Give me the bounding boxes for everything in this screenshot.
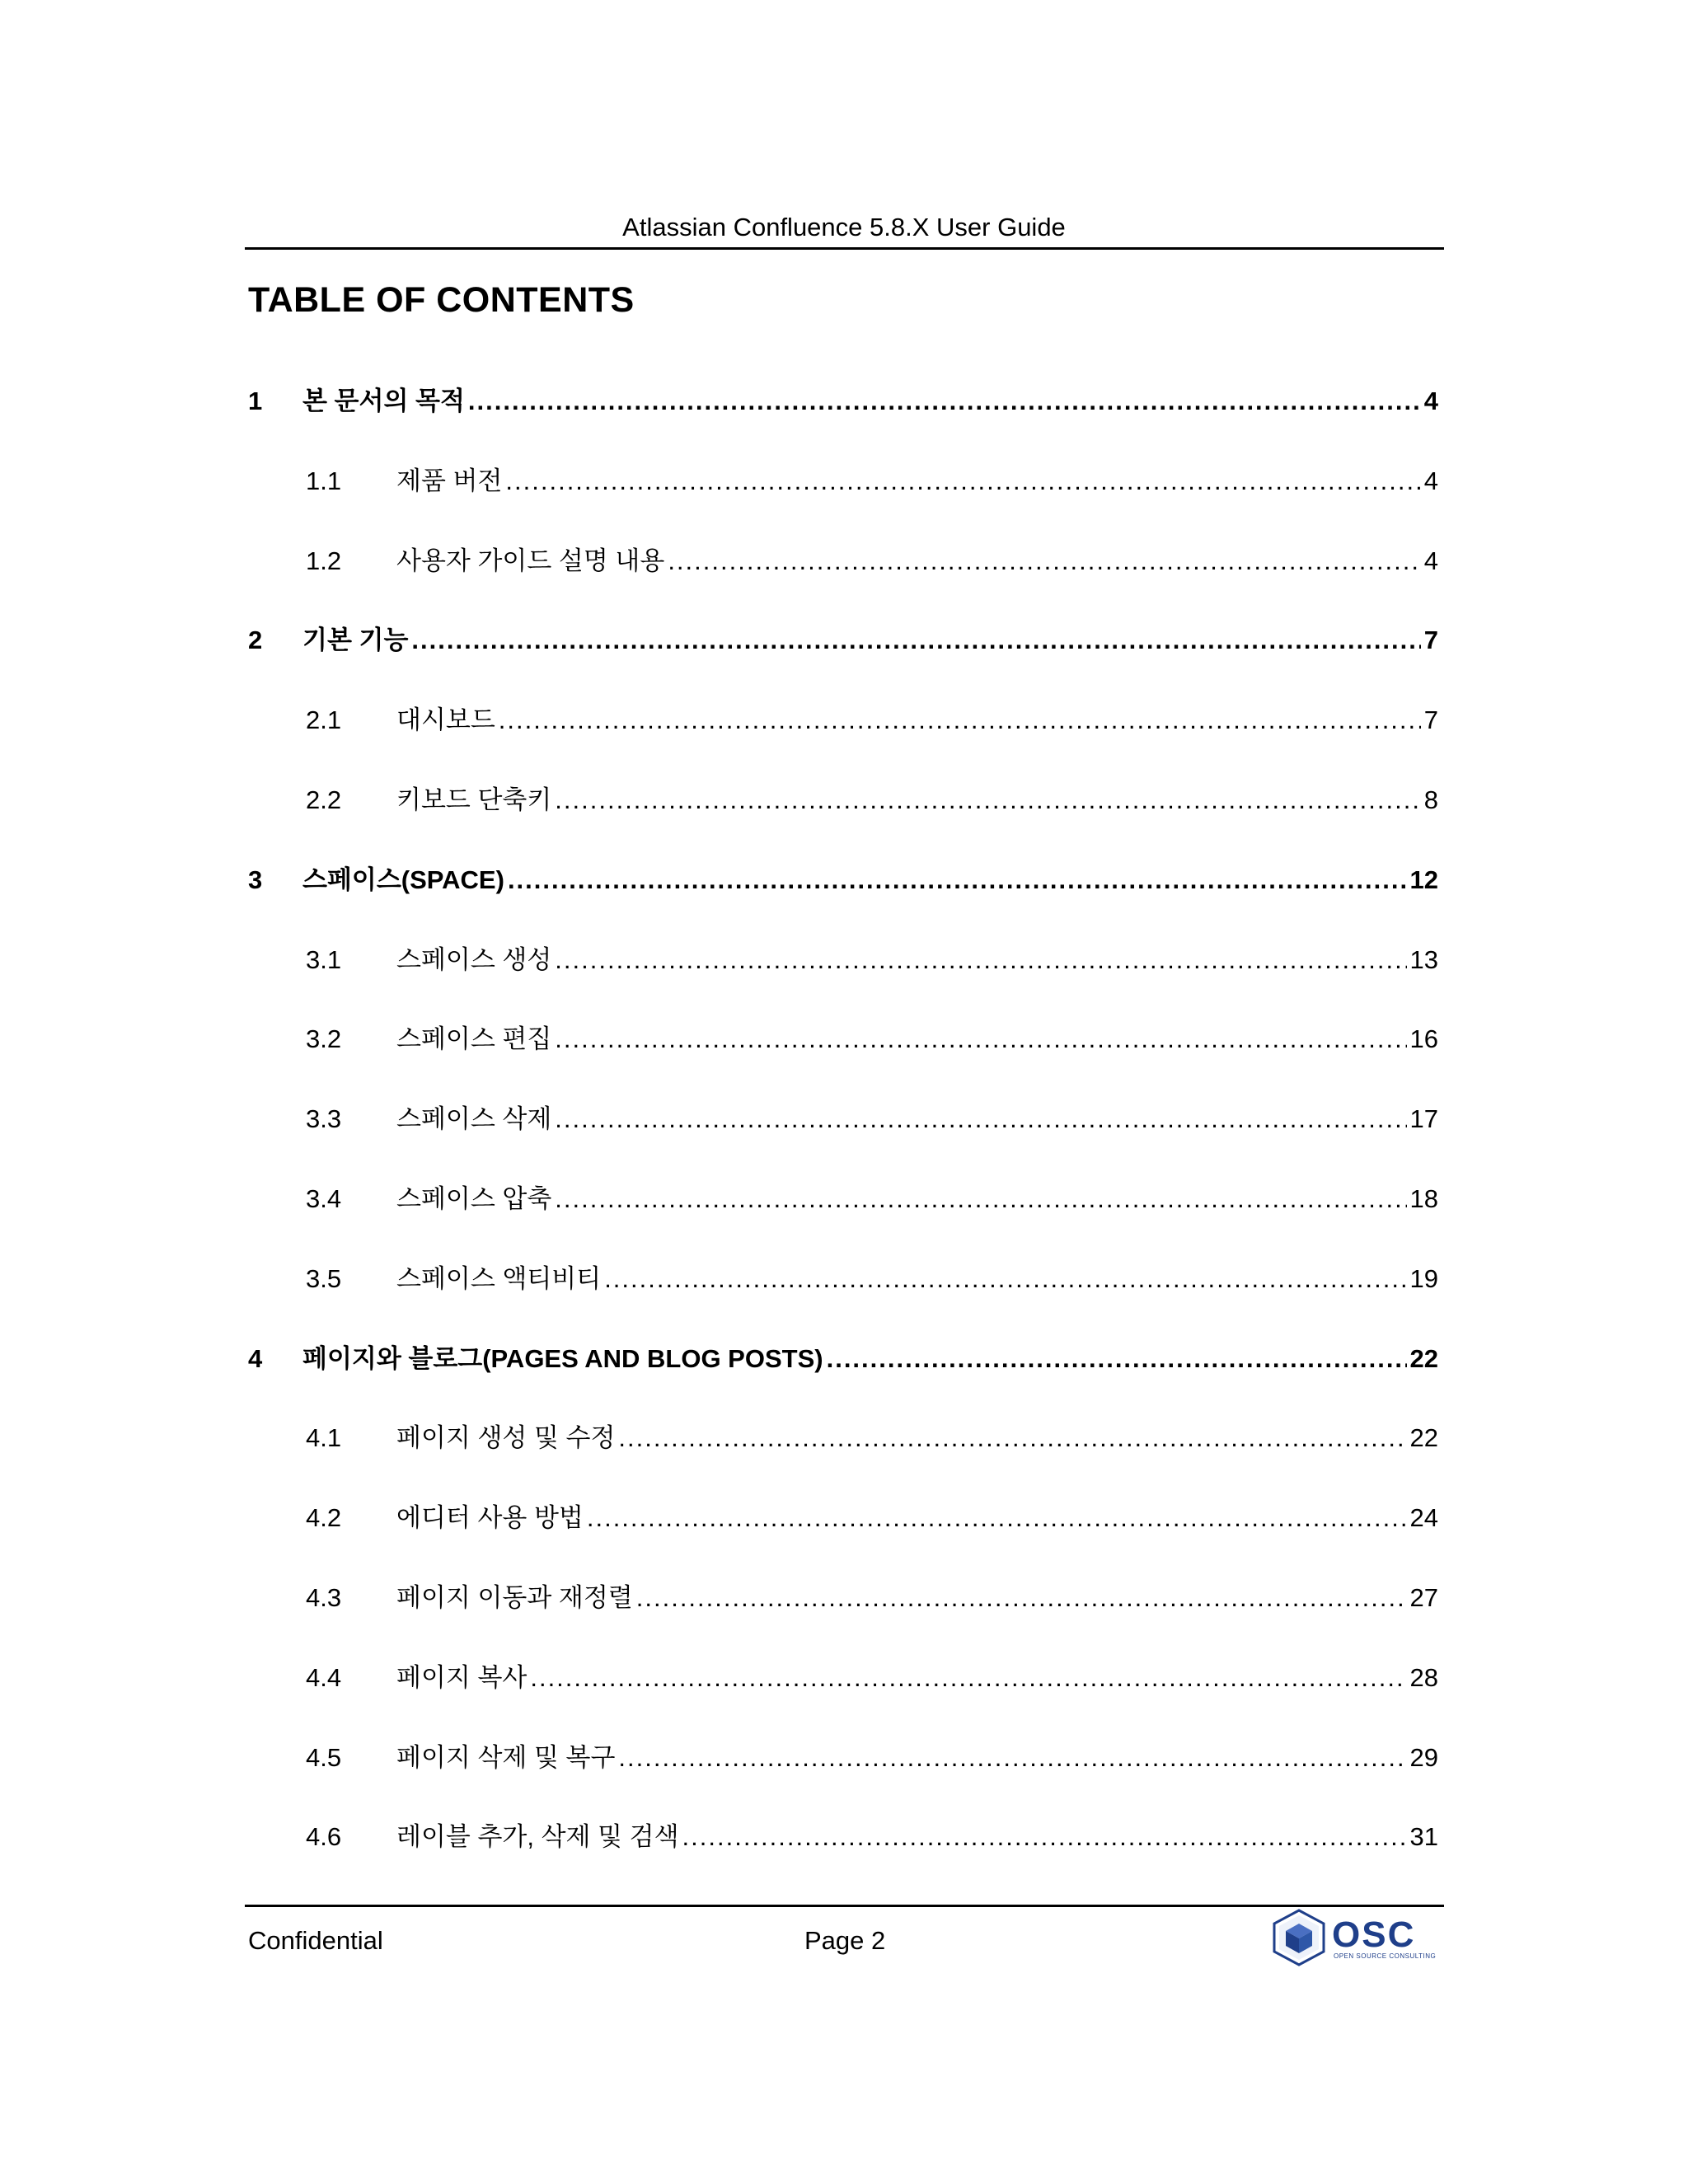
- toc-entry[interactable]: [248, 1099, 1438, 1139]
- toc-dot-leader: [555, 1099, 1406, 1139]
- toc-entry[interactable]: [248, 1418, 1438, 1458]
- toc-entry-number: 1.1: [306, 466, 342, 495]
- toc-entry-title[interactable]: 사용자 가이드 설명 내용: [396, 546, 665, 575]
- toc-entry[interactable]: [248, 1578, 1438, 1618]
- toc-entry-title[interactable]: 스페이스 압축: [396, 1184, 552, 1213]
- toc-heading: TABLE OF CONTENTS: [248, 280, 635, 320]
- toc-entry-page[interactable]: 24: [1409, 1503, 1438, 1532]
- toc-entry-title[interactable]: 페이지 복사: [396, 1663, 528, 1692]
- toc-entry-number: 3: [248, 865, 263, 894]
- toc-entry-page[interactable]: 29: [1409, 1743, 1438, 1772]
- footer-confidential: Confidential: [248, 1926, 383, 1955]
- toc-dot-leader: [604, 1259, 1406, 1299]
- toc-entry-number: 3.1: [306, 945, 342, 974]
- toc-entry-page[interactable]: 13: [1409, 945, 1438, 974]
- toc-dot-leader: [555, 780, 1420, 820]
- toc-entry[interactable]: [248, 1179, 1438, 1219]
- toc-entry[interactable]: [248, 382, 1438, 421]
- toc-entry-page[interactable]: 12: [1409, 865, 1438, 894]
- toc-dot-leader: [636, 1578, 1407, 1618]
- toc-entry-number: 4.3: [306, 1583, 342, 1612]
- toc-entry-page[interactable]: 17: [1409, 1104, 1438, 1133]
- toc-dot-leader: [668, 541, 1420, 581]
- toc-entry-page[interactable]: 31: [1409, 1822, 1438, 1851]
- toc-entry[interactable]: [248, 1019, 1438, 1059]
- toc-entry-number: 2: [248, 626, 263, 654]
- toc-entry-number: 2.2: [306, 785, 342, 814]
- footer-page-number: Page 2: [804, 1926, 886, 1955]
- toc-entry-number: 3.5: [306, 1264, 342, 1293]
- toc-entry[interactable]: [248, 1259, 1438, 1299]
- toc-entry-title[interactable]: 스페이스 액티비티: [396, 1264, 602, 1293]
- toc-entry-number: 3.4: [306, 1184, 342, 1213]
- toc-entry-title[interactable]: 페이지 이동과 재정렬: [396, 1583, 633, 1612]
- toc-entry-title[interactable]: 에디터 사용 방법: [396, 1503, 584, 1532]
- toc-entry-number: 4.1: [306, 1423, 342, 1452]
- toc-entry-number: 3.2: [306, 1024, 342, 1053]
- toc-dot-leader: [555, 1179, 1406, 1219]
- toc-entry-page[interactable]: 28: [1409, 1663, 1438, 1692]
- toc-entry[interactable]: [248, 541, 1438, 581]
- toc-entry-page[interactable]: 8: [1423, 785, 1438, 814]
- toc-entry[interactable]: [248, 940, 1438, 980]
- toc-entry[interactable]: [248, 1339, 1438, 1379]
- toc-dot-leader: [587, 1498, 1407, 1538]
- toc-entry-page[interactable]: 19: [1409, 1264, 1438, 1293]
- toc-dot-leader: [530, 1658, 1406, 1698]
- toc-entry-page[interactable]: 4: [1423, 387, 1438, 415]
- header-rule: [245, 247, 1444, 250]
- toc-dot-leader: [508, 860, 1407, 900]
- toc-entry-page[interactable]: 7: [1423, 626, 1438, 654]
- toc-entry-page[interactable]: 27: [1409, 1583, 1438, 1612]
- toc-entry[interactable]: [248, 462, 1438, 501]
- toc-entry[interactable]: [248, 1738, 1438, 1778]
- osc-logo-hexagon-icon: [1274, 1910, 1324, 1965]
- toc-entry-title[interactable]: 스페이스 생성: [396, 945, 552, 974]
- toc-entry-title[interactable]: 페이지와 블로그(PAGES AND BLOG POSTS): [302, 1344, 823, 1373]
- toc-entry[interactable]: [248, 701, 1438, 740]
- toc-entry-title[interactable]: 본 문서의 목적: [302, 387, 465, 415]
- toc-dot-leader: [618, 1738, 1406, 1778]
- toc-entry-number: 4.4: [306, 1663, 342, 1692]
- toc-entry-title[interactable]: 페이지 생성 및 수정: [396, 1423, 616, 1452]
- toc-entry-page[interactable]: 16: [1409, 1024, 1438, 1053]
- toc-entry-number: 3.3: [306, 1104, 342, 1133]
- toc-dot-leader: [499, 701, 1421, 740]
- toc-entry-number: 4: [248, 1344, 263, 1373]
- toc-entry[interactable]: [248, 1817, 1438, 1857]
- osc-logo-subtext: OPEN SOURCE CONSULTING: [1334, 1952, 1437, 1960]
- toc-entry-number: 4.6: [306, 1822, 342, 1851]
- toc-entry-page[interactable]: 4: [1423, 546, 1438, 575]
- osc-logo-wordmark: OSC: [1332, 1915, 1416, 1955]
- toc-dot-leader: [411, 621, 1420, 660]
- toc-entry-number: 2.1: [306, 705, 342, 734]
- toc-entry-page[interactable]: 22: [1409, 1344, 1438, 1373]
- toc-dot-leader: [827, 1339, 1407, 1379]
- toc-entry-title[interactable]: 레이블 추가, 삭제 및 검색: [396, 1822, 679, 1851]
- footer-rule: [245, 1905, 1444, 1907]
- toc-entry-title[interactable]: 키보드 단축키: [396, 785, 552, 814]
- toc-entry-page[interactable]: 18: [1409, 1184, 1438, 1213]
- toc-entry-title[interactable]: 제품 버전: [396, 466, 503, 495]
- toc-entry-page[interactable]: 22: [1409, 1423, 1438, 1452]
- toc-dot-leader: [555, 1019, 1406, 1059]
- toc-entry[interactable]: [248, 621, 1438, 660]
- toc-entry-number: 1.2: [306, 546, 342, 575]
- toc-entry-number: 1: [248, 387, 263, 415]
- toc-entry[interactable]: [248, 780, 1438, 820]
- toc-entry-number: 4.2: [306, 1503, 342, 1532]
- toc-entry-title[interactable]: 스페이스 삭제: [396, 1104, 552, 1133]
- toc-entry-title[interactable]: 스페이스 편집: [396, 1024, 552, 1053]
- toc-entry-page[interactable]: 4: [1423, 466, 1438, 495]
- toc-dot-leader: [468, 382, 1421, 421]
- toc-entry-title[interactable]: 대시보드: [396, 705, 495, 734]
- toc-entry[interactable]: [248, 1658, 1438, 1698]
- toc-entry-title[interactable]: 페이지 삭제 및 복구: [396, 1743, 616, 1772]
- toc-dot-leader: [555, 940, 1406, 980]
- toc-dot-leader: [618, 1418, 1406, 1458]
- toc-entry[interactable]: [248, 1498, 1438, 1538]
- toc-dot-leader: [682, 1817, 1407, 1857]
- osc-logo: [1269, 1904, 1444, 1971]
- toc-entry-page[interactable]: 7: [1423, 705, 1438, 734]
- toc-entry[interactable]: [248, 860, 1438, 900]
- toc-entry-title[interactable]: 기본 기능: [302, 626, 409, 654]
- toc-dot-leader: [505, 462, 1420, 501]
- toc-entry-title[interactable]: 스페이스(SPACE): [302, 865, 504, 894]
- document-header-title: Atlassian Confluence 5.8.X User Guide: [622, 213, 1066, 241]
- toc-entry-number: 4.5: [306, 1743, 342, 1772]
